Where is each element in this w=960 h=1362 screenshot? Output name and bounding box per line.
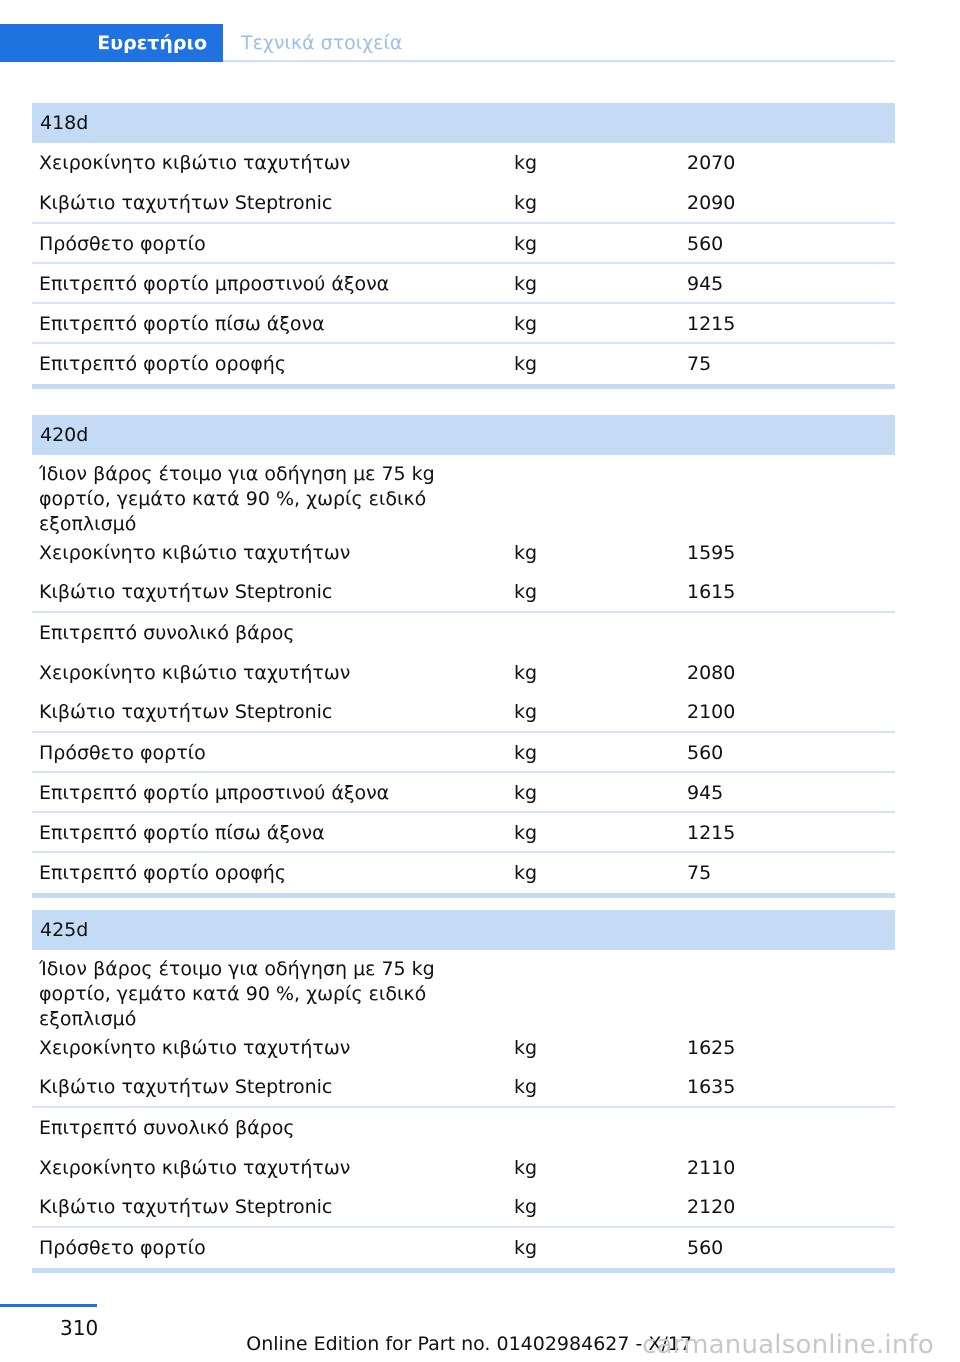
row-unit: kg	[514, 542, 538, 564]
row-unit: kg	[514, 822, 538, 844]
section-title: 420d	[40, 424, 89, 446]
table-row	[32, 264, 895, 304]
row-label: Πρόσθετο φορτίο	[39, 233, 206, 255]
edition-note: Online Edition for Part no. 01402984627 - X/17	[246, 1333, 692, 1355]
row-value: 2070	[687, 152, 736, 174]
row-value: 560	[687, 233, 724, 255]
row-label: Πρόσθετο φορτίο	[39, 1237, 206, 1259]
row-unit: kg	[514, 1076, 538, 1098]
table-row	[32, 1228, 895, 1268]
row-unit: kg	[514, 862, 538, 884]
table-row	[32, 143, 895, 183]
table-row	[32, 653, 895, 692]
table-header	[32, 415, 895, 455]
row-label: Χειροκίνητο κιβώτιο ταχυτήτων	[39, 152, 351, 174]
table-row	[32, 572, 895, 613]
row-value: 1615	[687, 581, 736, 603]
row-unit: kg	[514, 192, 538, 214]
row-label: Κιβώτιο ταχυτήτων Steptronic	[39, 701, 333, 723]
row-unit: kg	[514, 353, 538, 375]
row-label: Ίδιον βάρος έτοιμο για οδήγηση με 75 kg φορτίο, γεμάτο κατά 90 %, χωρίς ειδικό εξοπλισμό	[39, 463, 435, 535]
row-value: 2120	[687, 1196, 736, 1218]
row-unit: kg	[514, 701, 538, 723]
table-row	[32, 533, 895, 572]
table-row	[32, 692, 895, 733]
table-end-rule	[32, 384, 895, 389]
row-unit: kg	[514, 233, 538, 255]
table-row	[32, 455, 895, 533]
row-label: Επιτρεπτό φορτίο μπροστινού άξονα	[39, 782, 390, 804]
table-end-rule	[32, 893, 895, 898]
row-label: Κιβώτιο ταχυτήτων Steptronic	[39, 192, 333, 214]
section-title: 425d	[40, 919, 89, 941]
table-row	[32, 853, 895, 893]
top-nav	[0, 24, 895, 62]
table-row	[32, 1148, 895, 1187]
row-value: 75	[687, 353, 712, 375]
table-row	[32, 1108, 895, 1148]
table-row	[32, 183, 895, 224]
row-value: 945	[687, 273, 724, 295]
row-unit: kg	[514, 313, 538, 335]
table-418d	[32, 103, 895, 389]
table-header	[32, 910, 895, 950]
row-label: Κιβώτιο ταχυτήτων Steptronic	[39, 1076, 333, 1098]
row-label: Επιτρεπτό συνολικό βάρος	[39, 622, 295, 644]
row-unit: kg	[514, 273, 538, 295]
row-unit: kg	[514, 1157, 538, 1179]
tab-technical-data[interactable]: Τεχνικά στοιχεία	[241, 32, 403, 54]
section-title: 418d	[40, 112, 89, 134]
row-label: Χειροκίνητο κιβώτιο ταχυτήτων	[39, 1037, 351, 1059]
row-unit: kg	[514, 1196, 538, 1218]
table-row	[32, 1187, 895, 1228]
table-420d	[32, 415, 895, 898]
row-value: 945	[687, 782, 724, 804]
row-value: 560	[687, 742, 724, 764]
row-label: Ίδιον βάρος έτοιμο για οδήγηση με 75 kg φορτίο, γεμάτο κατά 90 %, χωρίς ειδικό εξοπλισμό	[39, 958, 435, 1030]
table-header	[32, 103, 895, 143]
row-value: 560	[687, 1237, 724, 1259]
row-value: 1595	[687, 542, 736, 564]
table-row	[32, 950, 895, 1028]
row-label: Χειροκίνητο κιβώτιο ταχυτήτων	[39, 1157, 351, 1179]
row-label: Επιτρεπτό φορτίο πίσω άξονα	[39, 313, 325, 335]
watermark: carmanualsonline.info	[642, 1330, 934, 1360]
table-row	[32, 1067, 895, 1108]
row-value: 1215	[687, 313, 736, 335]
row-value: 2110	[687, 1157, 736, 1179]
page-number: 310	[60, 1316, 99, 1340]
tab-index[interactable]: Ευρετήριο	[0, 24, 223, 62]
row-value: 2100	[687, 701, 736, 723]
table-row	[32, 733, 895, 773]
row-label: Χειροκίνητο κιβώτιο ταχυτήτων	[39, 662, 351, 684]
table-row	[32, 1028, 895, 1067]
table-425d	[32, 910, 895, 1273]
row-unit: kg	[514, 782, 538, 804]
row-value: 75	[687, 862, 712, 884]
table-row	[32, 773, 895, 813]
row-label: Επιτρεπτό φορτίο μπροστινού άξονα	[39, 273, 390, 295]
row-value: 2090	[687, 192, 736, 214]
tab-underline	[223, 60, 895, 62]
row-label: Κιβώτιο ταχυτήτων Steptronic	[39, 1196, 333, 1218]
row-value: 1625	[687, 1037, 736, 1059]
table-row	[32, 613, 895, 653]
row-label: Πρόσθετο φορτίο	[39, 742, 206, 764]
row-unit: kg	[514, 662, 538, 684]
row-unit: kg	[514, 581, 538, 603]
table-row	[32, 813, 895, 853]
row-unit: kg	[514, 152, 538, 174]
row-value: 1635	[687, 1076, 736, 1098]
row-label: Κιβώτιο ταχυτήτων Steptronic	[39, 581, 333, 603]
table-row	[32, 224, 895, 264]
footer-accent-line	[0, 1304, 97, 1307]
table-row	[32, 344, 895, 384]
row-label: Επιτρεπτό φορτίο πίσω άξονα	[39, 822, 325, 844]
row-value: 2080	[687, 662, 736, 684]
table-end-rule	[32, 1268, 895, 1273]
row-unit: kg	[514, 1237, 538, 1259]
row-unit: kg	[514, 1037, 538, 1059]
row-label: Επιτρεπτό φορτίο οροφής	[39, 862, 286, 884]
row-value: 1215	[687, 822, 736, 844]
row-label: Χειροκίνητο κιβώτιο ταχυτήτων	[39, 542, 351, 564]
row-label: Επιτρεπτό φορτίο οροφής	[39, 353, 286, 375]
table-row	[32, 304, 895, 344]
row-label: Επιτρεπτό συνολικό βάρος	[39, 1117, 295, 1139]
row-unit: kg	[514, 742, 538, 764]
